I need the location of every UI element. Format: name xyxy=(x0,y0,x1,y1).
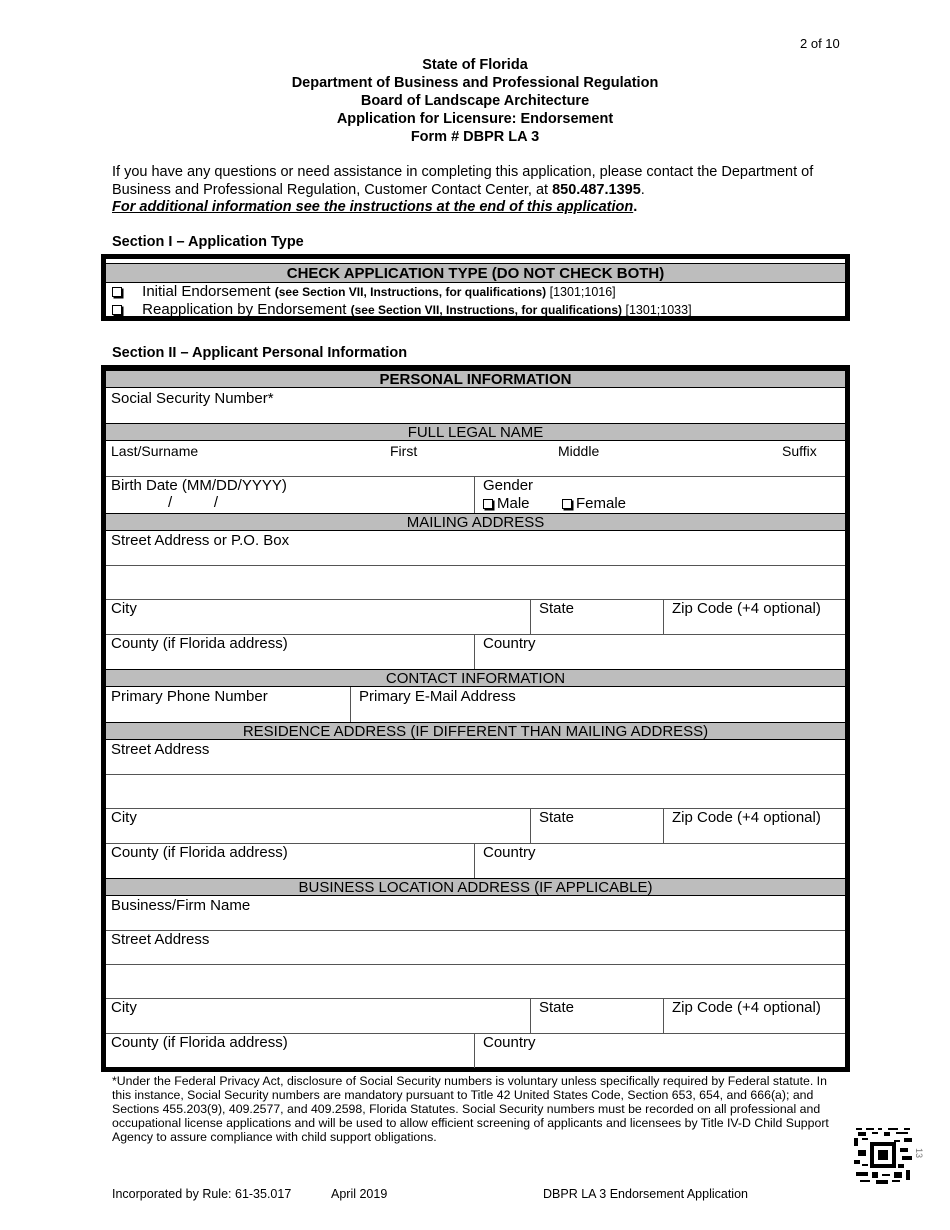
divider xyxy=(663,808,664,843)
form-header xyxy=(0,56,950,146)
full-legal-name-bar: FULL LEGAL NAME xyxy=(106,423,845,441)
primary-email-field[interactable]: Primary E-Mail Address xyxy=(359,688,516,705)
divider xyxy=(474,1033,475,1068)
intro-paragraph xyxy=(112,164,832,217)
reapplication-label: Reapplication by Endorsement xyxy=(142,301,351,318)
section2-title: Section II – Applicant Personal Information xyxy=(112,345,408,361)
residence-zip-field[interactable]: Zip Code (+4 optional) xyxy=(672,809,821,826)
residence-city-field[interactable]: City xyxy=(111,809,137,826)
section1-title: Section I – Application Type xyxy=(112,234,304,250)
birth-date-field[interactable]: Birth Date (MM/DD/YYYY) xyxy=(111,477,287,494)
gender-male-option[interactable] xyxy=(483,495,530,513)
gender-female-option[interactable] xyxy=(562,495,626,513)
checkbox-icon[interactable] xyxy=(483,499,493,509)
intro-text: If you have any questions or need assistance in completing this application, please contact the Department of Business and Professional Regulation, Customer Contact Center, at xyxy=(112,164,814,198)
header-application: Application for Licensure: Endorsement xyxy=(336,111,614,127)
divider xyxy=(530,808,531,843)
male-label: Male xyxy=(497,495,530,512)
footer-date: April 2019 xyxy=(331,1187,388,1201)
business-firm-name-field[interactable]: Business/Firm Name xyxy=(111,897,251,914)
checkbox-icon[interactable] xyxy=(112,287,122,297)
divider xyxy=(350,687,351,722)
checkbox-icon[interactable] xyxy=(112,305,122,315)
divider xyxy=(106,565,845,566)
personal-information-bar: PERSONAL INFORMATION xyxy=(106,370,845,388)
first-name-field[interactable]: First xyxy=(390,443,418,459)
reapplication-note: (see Section VII, Instructions, for qualifications) xyxy=(350,303,623,317)
qr-code-icon xyxy=(854,1126,912,1184)
divider xyxy=(530,599,531,634)
instructions-note: For additional information see the instructions at the end of this application xyxy=(112,199,634,215)
footer-form-name: DBPR LA 3 Endorsement Application xyxy=(543,1187,748,1201)
business-country-field[interactable]: Country xyxy=(483,1034,536,1051)
checkbox-icon[interactable] xyxy=(562,499,572,509)
personal-info-grid xyxy=(105,369,846,1068)
footer-rule: Incorporated by Rule: 61-35.017 xyxy=(112,1187,292,1201)
mailing-zip-field[interactable]: Zip Code (+4 optional) xyxy=(672,600,821,617)
header-form-number: Form # DBPR LA 3 xyxy=(410,129,540,145)
page-number: 2 of 10 xyxy=(800,36,840,51)
primary-phone-field[interactable]: Primary Phone Number xyxy=(111,688,268,705)
contact-phone: 850.487.1395 xyxy=(552,181,641,198)
business-street-field[interactable]: Street Address xyxy=(111,931,210,948)
residence-country-field[interactable]: Country xyxy=(483,844,536,861)
divider xyxy=(106,774,845,775)
divider xyxy=(663,599,664,634)
divider xyxy=(663,998,664,1033)
reapplication-option[interactable] xyxy=(112,301,692,319)
residence-address-bar: RESIDENCE ADDRESS (IF DIFFERENT THAN MAILING ADDRESS) xyxy=(106,722,845,740)
business-state-field[interactable]: State xyxy=(539,999,575,1016)
application-type-bar: CHECK APPLICATION TYPE (DO NOT CHECK BOTH) xyxy=(106,263,845,283)
divider xyxy=(474,476,475,513)
divider xyxy=(106,930,845,931)
privacy-act-footnote: *Under the Federal Privacy Act, disclosure of Social Security numbers is voluntary unless specifically required by Federal statute. In this instance, Social Security numbers are mandatory pursuant to Title 42 United States Code, Section 653, 654, and 666(a); and Sections 455.203(9), 409.2577, and 409.2598, Florida Statutes. Social Security numbers must be recorded on all professional and occupational license applications and will be used to allow efficient screening of applicants and licensees by Title IV-D Child Support Agency to assure compliance with child support obligations. xyxy=(112,1074,829,1144)
barcode-number: 13 xyxy=(914,1147,925,1159)
contact-information-bar: CONTACT INFORMATION xyxy=(106,669,845,687)
application-type-box xyxy=(101,254,850,321)
header-state: State of Florida xyxy=(422,57,528,73)
divider xyxy=(474,843,475,878)
business-zip-field[interactable]: Zip Code (+4 optional) xyxy=(672,999,821,1016)
residence-state-field[interactable]: State xyxy=(539,809,575,826)
female-label: Female xyxy=(576,495,627,512)
reapplication-code: [1301;1033] xyxy=(622,303,692,317)
personal-information-box xyxy=(101,365,850,1072)
business-address-bar: BUSINESS LOCATION ADDRESS (IF APPLICABLE) xyxy=(106,878,845,896)
header-board: Board of Landscape Architecture xyxy=(360,93,590,109)
divider xyxy=(106,964,845,965)
business-city-field[interactable]: City xyxy=(111,999,137,1016)
initial-endorsement-label: Initial Endorsement xyxy=(142,283,275,300)
divider xyxy=(474,634,475,669)
gender-label: Gender xyxy=(483,477,534,494)
mailing-city-field[interactable]: City xyxy=(111,600,137,617)
header-department: Department of Business and Professional Regulation xyxy=(291,75,659,91)
birth-date-slashes: / / xyxy=(168,494,219,511)
middle-name-field[interactable]: Middle xyxy=(558,443,600,459)
mailing-country-field[interactable]: Country xyxy=(483,635,536,652)
business-county-field[interactable]: County (if Florida address) xyxy=(111,1034,288,1051)
residence-street-field[interactable]: Street Address xyxy=(111,741,210,758)
suffix-field[interactable]: Suffix xyxy=(782,443,817,459)
mailing-state-field[interactable]: State xyxy=(539,600,575,617)
divider xyxy=(530,998,531,1033)
instructions-period: . xyxy=(633,199,638,215)
last-name-field[interactable]: Last/Surname xyxy=(111,443,199,459)
ssn-field[interactable]: Social Security Number* xyxy=(111,390,274,407)
intro-period: . xyxy=(640,181,645,198)
mailing-street-field[interactable]: Street Address or P.O. Box xyxy=(111,532,290,549)
residence-county-field[interactable]: County (if Florida address) xyxy=(111,844,288,861)
mailing-address-bar: MAILING ADDRESS xyxy=(106,513,845,531)
mailing-county-field[interactable]: County (if Florida address) xyxy=(111,635,288,652)
initial-endorsement-option[interactable] xyxy=(112,283,616,301)
initial-endorsement-code: [1301;1016] xyxy=(546,285,616,299)
initial-endorsement-note: (see Section VII, Instructions, for qualifications) xyxy=(274,285,547,299)
